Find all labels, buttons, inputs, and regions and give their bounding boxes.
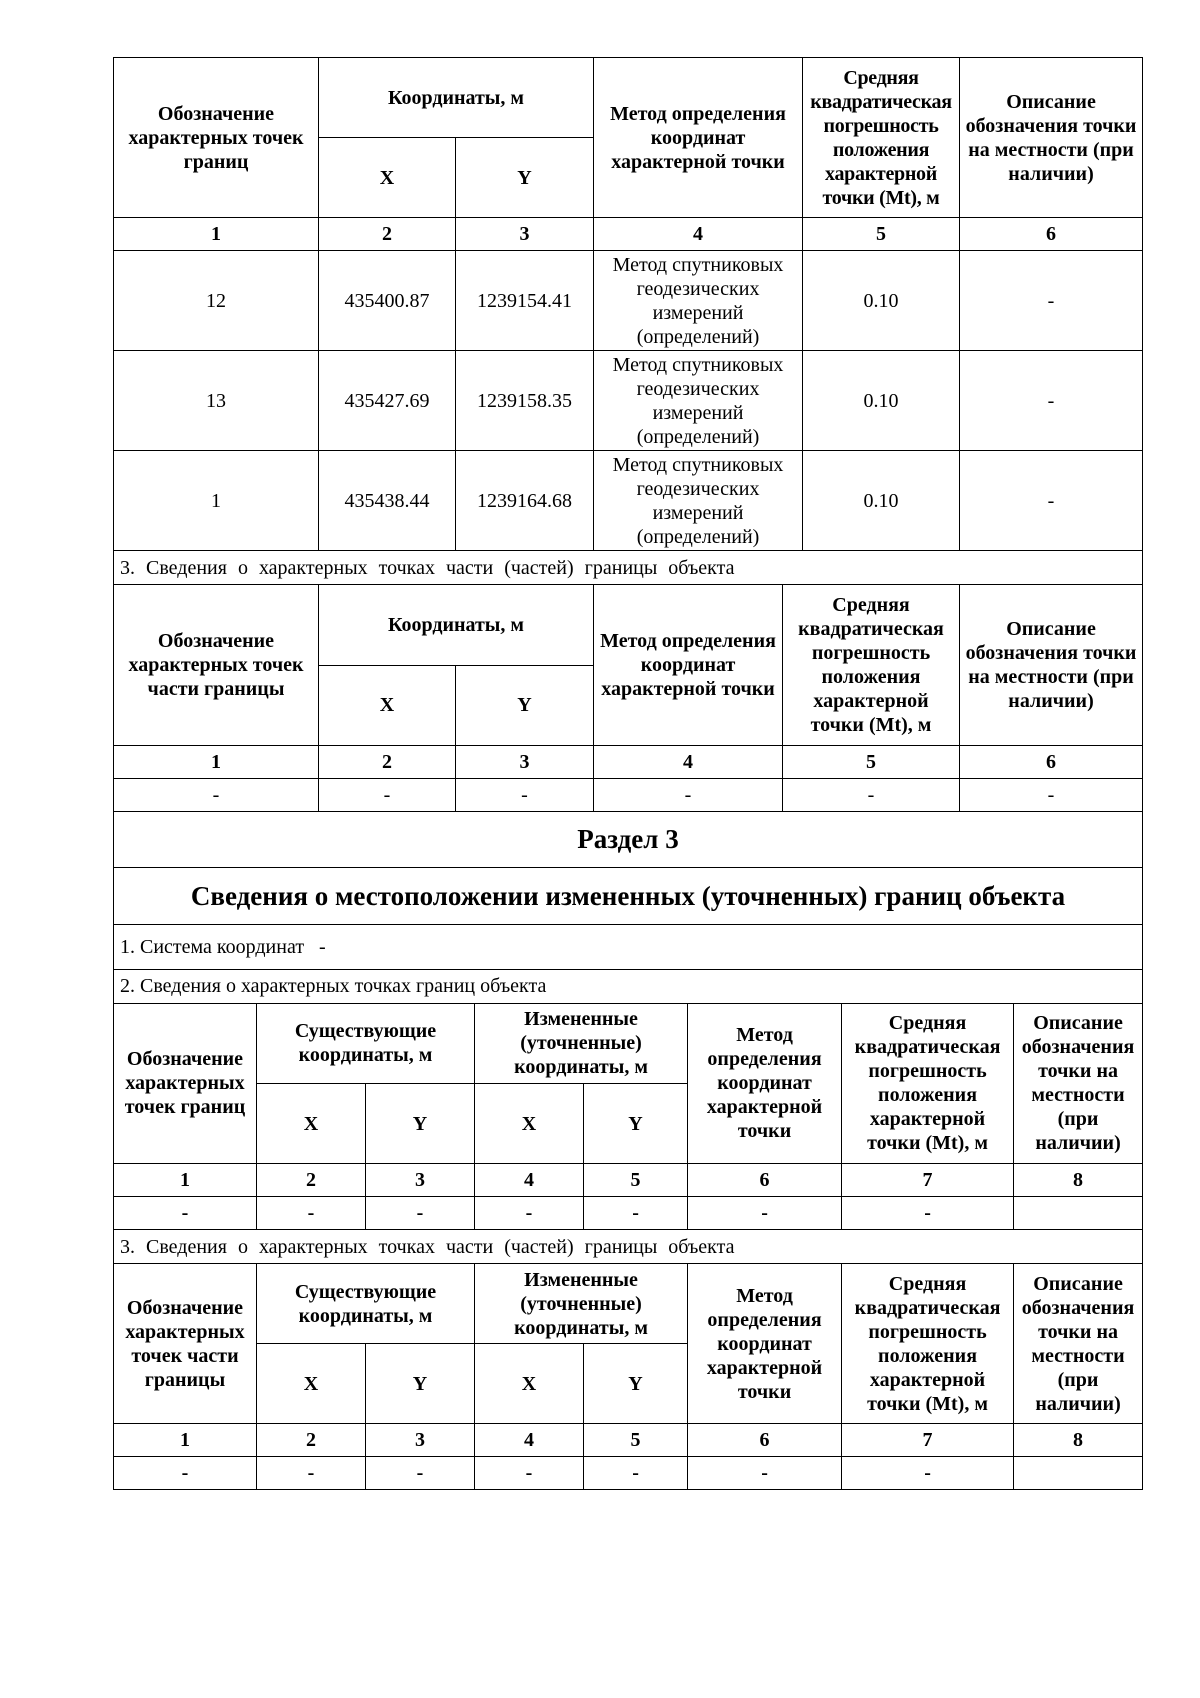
coord-y: 1239164.68 <box>456 451 594 551</box>
header-y: Y <box>456 138 594 218</box>
col-number: 4 <box>475 1424 584 1457</box>
changed-boundary-points-table <box>113 1004 1143 1491</box>
header-existing-coordinates: Существующие координаты, м <box>257 1264 475 1344</box>
cell-empty: - <box>783 778 960 811</box>
method: Метод спутниковых геодезических измерений (определений) <box>594 251 803 351</box>
header-coordinates: Координаты, м <box>319 58 594 138</box>
col-number: 5 <box>783 745 960 778</box>
col-number: 3 <box>456 745 594 778</box>
col-number: 7 <box>842 1424 1014 1457</box>
cell-empty: - <box>688 1197 842 1230</box>
header-x: X <box>319 138 456 218</box>
col-number: 2 <box>257 1424 366 1457</box>
coord-x: 435427.69 <box>319 351 456 451</box>
col-number: 3 <box>366 1424 475 1457</box>
cell-empty: - <box>319 778 456 811</box>
col-number: 6 <box>960 745 1143 778</box>
header-changed-coordinates: Измененные (уточненные) координаты, м <box>475 1264 688 1344</box>
error-value: 0.10 <box>803 251 960 351</box>
cell-empty: - <box>366 1457 475 1490</box>
col-number: 8 <box>1014 1424 1143 1457</box>
cell-empty: - <box>960 778 1143 811</box>
cell-empty: - <box>842 1457 1014 1490</box>
col-number: 4 <box>475 1164 584 1197</box>
column-numbers-row <box>114 1424 1143 1457</box>
col-number: 4 <box>594 218 803 251</box>
col-number: 2 <box>257 1164 366 1197</box>
col-number: 5 <box>584 1164 688 1197</box>
col-number: 1 <box>114 1424 257 1457</box>
document-page <box>113 57 1142 1490</box>
col-number: 7 <box>842 1164 1014 1197</box>
point-number: 12 <box>114 251 319 351</box>
header-description: Описание обозначения точки на местности (при наличии) <box>960 585 1143 745</box>
col-number: 8 <box>1014 1164 1143 1197</box>
description: - <box>960 451 1143 551</box>
cell-empty: - <box>114 1457 257 1490</box>
coord-x: 435400.87 <box>319 251 456 351</box>
header-x: X <box>475 1084 584 1164</box>
error-value: 0.10 <box>803 451 960 551</box>
error-value: 0.10 <box>803 351 960 451</box>
header-method: Метод определения координат характерной точки <box>688 1004 842 1164</box>
cell-empty: - <box>257 1197 366 1230</box>
col-number: 5 <box>584 1424 688 1457</box>
description: - <box>960 251 1143 351</box>
table-row <box>114 451 1143 551</box>
header-y: Y <box>584 1344 688 1424</box>
header-x: X <box>319 665 456 745</box>
cell-empty <box>1014 1457 1143 1490</box>
header-y: Y <box>456 665 594 745</box>
table-row <box>114 778 1143 811</box>
header-y: Y <box>366 1344 475 1424</box>
header-description: Описание обозначения точки на местности (при наличии) <box>1014 1004 1143 1164</box>
header-existing-coordinates: Существующие координаты, м <box>257 1004 475 1084</box>
cell-empty: - <box>842 1197 1014 1230</box>
column-numbers-row <box>114 745 1143 778</box>
col-number: 1 <box>114 218 319 251</box>
header-designation: Обозначение характерных точек части границы <box>114 585 319 745</box>
col-number: 2 <box>319 745 456 778</box>
cell-empty: - <box>688 1457 842 1490</box>
section-part-title: 2. Сведения о характерных точках границ объекта <box>114 969 1143 1003</box>
col-number: 6 <box>688 1164 842 1197</box>
header-description: Описание обозначения точки на местности (при наличии) <box>960 58 1143 218</box>
coord-x: 435438.44 <box>319 451 456 551</box>
header-changed-coordinates: Измененные (уточненные) координаты, м <box>475 1004 688 1084</box>
section-heading: Раздел 3 <box>114 811 1143 867</box>
coord-y: 1239154.41 <box>456 251 594 351</box>
method: Метод спутниковых геодезических измерений (определений) <box>594 451 803 551</box>
column-numbers-row <box>114 1164 1143 1197</box>
table-row <box>114 351 1143 451</box>
col-number: 3 <box>456 218 594 251</box>
header-designation: Обозначение характерных точек границ <box>114 1004 257 1164</box>
coordinate-system: 1. Система координат - <box>114 924 1143 969</box>
header-y: Y <box>584 1084 688 1164</box>
section-part-title: 3. Сведения о характерных точках части (частей) границы объекта <box>114 551 1143 585</box>
table-row <box>114 1457 1143 1490</box>
cell-empty: - <box>366 1197 475 1230</box>
header-error: Средняя квадратическая погрешность положения характерной точки (Mt), м <box>803 58 960 218</box>
header-description: Описание обозначения точки на местности (при наличии) <box>1014 1264 1143 1424</box>
header-x: X <box>257 1344 366 1424</box>
header-error: Средняя квадратическая погрешность положения характерной точки (Mt), м <box>842 1264 1014 1424</box>
coord-y: 1239158.35 <box>456 351 594 451</box>
table-row <box>114 251 1143 351</box>
section-subheading: Сведения о местоположении измененных (уточненных) границ объекта <box>114 867 1143 924</box>
col-number: 2 <box>319 218 456 251</box>
col-number: 4 <box>594 745 783 778</box>
cell-empty: - <box>594 778 783 811</box>
section-part-title: 3. Сведения о характерных точках части (частей) границы объекта <box>114 1230 1143 1264</box>
header-method: Метод определения координат характерной точки <box>594 58 803 218</box>
col-number: 1 <box>114 745 319 778</box>
cell-empty: - <box>114 1197 257 1230</box>
col-number: 3 <box>366 1164 475 1197</box>
col-number: 6 <box>688 1424 842 1457</box>
cell-empty: - <box>475 1197 584 1230</box>
description: - <box>960 351 1143 451</box>
col-number: 5 <box>803 218 960 251</box>
cell-empty: - <box>114 778 319 811</box>
table-row <box>114 1197 1143 1230</box>
point-number: 13 <box>114 351 319 451</box>
header-designation: Обозначение характерных точек границ <box>114 58 319 218</box>
header-x: X <box>475 1344 584 1424</box>
cell-empty: - <box>456 778 594 811</box>
column-numbers-row <box>114 218 1143 251</box>
header-designation: Обозначение характерных точек части границы <box>114 1264 257 1424</box>
header-error: Средняя квадратическая погрешность положения характерной точки (Mt), м <box>783 585 960 745</box>
part-boundary-points-table <box>113 585 1143 1004</box>
header-error: Средняя квадратическая погрешность положения характерной точки (Mt), м <box>842 1004 1014 1164</box>
col-number: 1 <box>114 1164 257 1197</box>
header-y: Y <box>366 1084 475 1164</box>
header-coordinates: Координаты, м <box>319 585 594 665</box>
header-method: Метод определения координат характерной точки <box>594 585 783 745</box>
cell-empty: - <box>475 1457 584 1490</box>
cell-empty: - <box>257 1457 366 1490</box>
cell-empty: - <box>584 1197 688 1230</box>
method: Метод спутниковых геодезических измерений (определений) <box>594 351 803 451</box>
boundary-points-table <box>113 57 1143 585</box>
cell-empty <box>1014 1197 1143 1230</box>
header-x: X <box>257 1084 366 1164</box>
point-number: 1 <box>114 451 319 551</box>
col-number: 6 <box>960 218 1143 251</box>
cell-empty: - <box>584 1457 688 1490</box>
header-method: Метод определения координат характерной точки <box>688 1264 842 1424</box>
